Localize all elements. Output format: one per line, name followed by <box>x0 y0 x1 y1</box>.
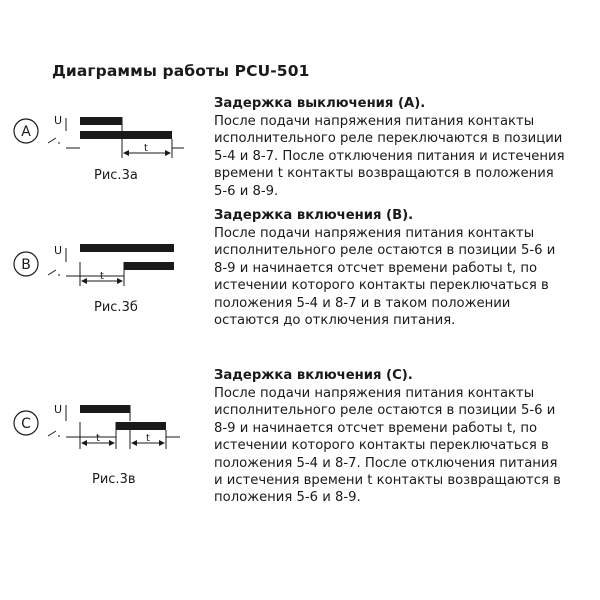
caption-fig-3c: Рис.3в <box>92 472 136 487</box>
diagram-b <box>14 244 174 286</box>
section-c-line: и истечения времени t контакты возвращаются в <box>214 473 561 489</box>
diagram-a <box>14 114 184 158</box>
section-b-line: 8-9 и начинается отсчет времени работы t, по <box>214 260 538 276</box>
diagram-c-contact-symbol <box>48 431 56 436</box>
section-b-text <box>214 225 594 329</box>
section-c-line: положения 5-6 и 8-9. <box>214 490 361 506</box>
diagram-a-contact-symbol <box>48 138 56 143</box>
diagram-c-t1-label: t <box>96 433 100 444</box>
section-b-heading: Задержка включения (В). <box>214 208 414 223</box>
section-c-line: После подачи напряжения питания контакты <box>214 386 535 401</box>
diagram-a-letter: A <box>21 124 31 140</box>
section-a-text <box>214 113 594 200</box>
section-b-line: остаются до отключения питания. <box>214 313 456 329</box>
diagram-a-t-label: t <box>144 143 148 154</box>
diagram-a-u-pulse <box>80 117 122 125</box>
diagram-c-u-label: U <box>54 403 63 416</box>
diagram-c-t2-label: t <box>146 433 150 444</box>
diagram-b-t-label: t <box>100 271 104 282</box>
caption-fig-3a: Рис.3а <box>94 168 138 183</box>
section-c-text <box>214 385 594 507</box>
section-b-line: истечении которого контакты переключаться в <box>214 278 549 294</box>
section-a-line: времени t контакты возвращаются в положения <box>214 166 554 182</box>
diagram-c-contact-pulse <box>116 422 166 430</box>
diagram-b-u-pulse <box>80 244 174 252</box>
diagram-c <box>14 403 180 449</box>
diagram-a-u-label: U <box>54 114 63 127</box>
section-c-line: истечении которого контакты переключаться в <box>214 438 549 454</box>
section-a-line: исполнительного реле переключаются в позиции <box>214 131 563 147</box>
section-a-line: 5-6 и 8-9. <box>214 183 279 199</box>
section-b-line: После подачи напряжения питания контакты <box>214 226 535 241</box>
diagram-c-u-pulse <box>80 405 130 413</box>
section-b-line: исполнительного реле остаются в позиции 5-6 и <box>214 243 556 259</box>
section-c-line: 8-9 и начинается отсчет времени работы t, по <box>214 420 538 436</box>
section-a-heading: Задержка выключения (А). <box>214 96 426 111</box>
diagram-b-letter: B <box>21 257 31 273</box>
section-a-line: 5-4 и 8-7. После отключения питания и истечения <box>214 148 565 164</box>
section-c-line: положения 5-4 и 8-7. После отключения питания <box>214 455 558 471</box>
section-c-line: исполнительного реле остаются в позиции 5-6 и <box>214 403 556 419</box>
diagram-b-contact-symbol <box>48 270 56 275</box>
section-b-line: положения 5-4 и 8-7 и в таком положении <box>214 295 511 311</box>
page-title: Диаграммы работы PCU-501 <box>52 62 310 80</box>
diagram-b-u-label: U <box>54 244 63 257</box>
section-c-heading: Задержка включения (С). <box>214 368 413 383</box>
diagram-b-contact-pulse <box>124 262 174 270</box>
diagram-a-contact-pulse <box>80 131 172 139</box>
diagram-c-letter: C <box>21 416 31 432</box>
section-a-line: После подачи напряжения питания контакты <box>214 114 535 129</box>
caption-fig-3b: Рис.3б <box>94 300 138 315</box>
